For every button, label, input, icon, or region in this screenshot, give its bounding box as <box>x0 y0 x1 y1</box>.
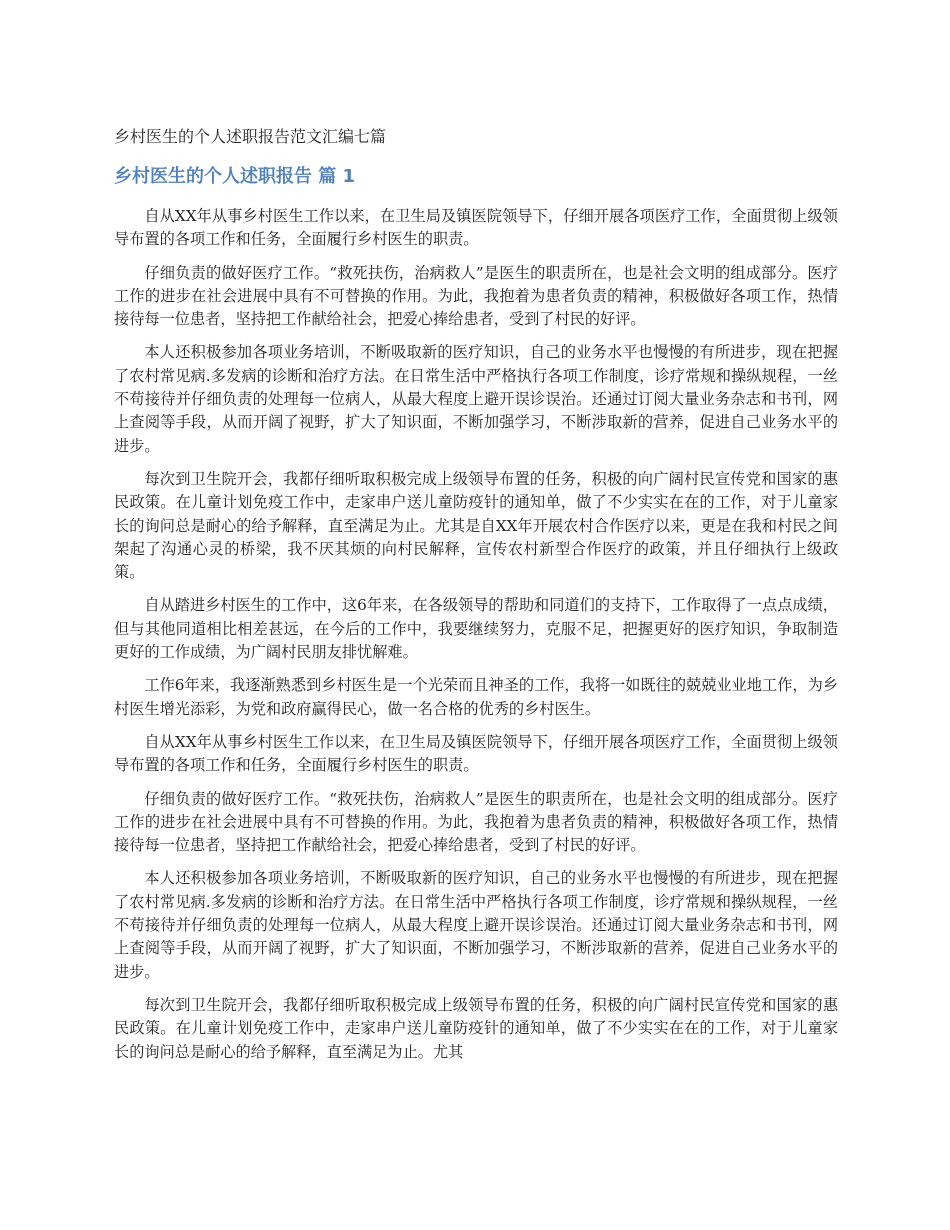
paragraph: 自从XX年从事乡村医生工作以来，在卫生局及镇医院领导下，仔细开展各项医疗工作，全面贯彻上级领导布置的各项工作和任务，全面履行乡村医生的职责。 <box>114 207 838 249</box>
paragraph: 工作6年来，我逐渐熟悉到乡村医生是一个光荣而且神圣的工作，我将一如既往的兢兢业业地工作，为乡村医生增光添彩，为党和政府赢得民心，做一名合格的优秀的乡村医生。 <box>114 676 838 718</box>
paragraph: 每次到卫生院开会，我都仔细听取积极完成上级领导布置的任务，积极的向广阔村民宣传党和国家的惠民政策。在儿童计划免疫工作中，走家串户送儿童防疫针的通知单，做了不少实实在在的工作，对于儿童家长的询问总是耐心的给予解释，直至满足为止。尤其 <box>114 995 838 1061</box>
paragraph: 本人还积极参加各项业务培训，不断吸取新的医疗知识，自己的业务水平也慢慢的有所进步，现在把握了农村常见病.多发病的诊断和治疗方法。在日常生活中严格执行各项工作制度，诊疗常规和操纵规程，一丝不苟接待并仔细负责的处理每一位病人，从最大程度上避开误诊误治。还通过订阅大量业务杂志和书刊，网上查阅等手段，从而开阔了视野，扩大了知识面，不断加强学习，不断涉取新的营养，促进自己业务水平的进步。 <box>114 869 838 981</box>
document-title: 乡村医生的个人述职报告范文汇编七篇 <box>114 127 387 146</box>
section-heading: 乡村医生的个人述职报告 篇 1 <box>114 166 356 187</box>
paragraph: 本人还积极参加各项业务培训，不断吸取新的医疗知识，自己的业务水平也慢慢的有所进步，现在把握了农村常见病.多发病的诊断和治疗方法。在日常生活中严格执行各项工作制度，诊疗常规和操纵规程，一丝不苟接待并仔细负责的处理每一位病人，从最大程度上避开误诊误治。还通过订阅大量业务杂志和书刊，网上查阅等手段，从而开阔了视野，扩大了知识面，不断加强学习，不断涉取新的营养，促进自己业务水平的进步。 <box>114 343 838 455</box>
paragraph: 仔细负责的做好医疗工作。“救死扶伤，治病救人”是医生的职责所在，也是社会文明的组成部分。医疗工作的进步在社会进展中具有不可替换的作用。为此，我抱着为患者负责的精神，积极做好各项工作，热情接待每一位患者，坚持把工作献给社会，把爱心捧给患者，受到了村民的好评。 <box>114 789 838 855</box>
paragraph: 自从踏进乡村医生的工作中，这6年来，在各级领导的帮助和同道们的支持下，工作取得了一点点成绩，但与其他同道相比相差甚远，在今后的工作中，我要继续努力，克服不足，把握更好的医疗知识，争取制造更好的工作成绩，为广阔村民朋友排忧解难。 <box>114 596 838 662</box>
paragraph: 每次到卫生院开会，我都仔细听取积极完成上级领导布置的任务，积极的向广阔村民宣传党和国家的惠民政策。在儿童计划免疫工作中，走家串户送儿童防疫针的通知单，做了不少实实在在的工作，对于儿童家长的询问总是耐心的给予解释，直至满足为止。尤其是自XX年开展农村合作医疗以来，更是在我和村民之间架起了沟通心灵的桥梁，我不厌其烦的向村民解释，宣传农村新型合作医疗的政策，并且仔细执行上级政策。 <box>114 469 838 582</box>
paragraph: 仔细负责的做好医疗工作。“救死扶伤，治病救人”是医生的职责所在，也是社会文明的组成部分。医疗工作的进步在社会进展中具有不可替换的作用。为此，我抱着为患者负责的精神，积极做好各项工作，热情接待每一位患者，坚持把工作献给社会，把爱心捧给患者，受到了村民的好评。 <box>114 263 838 329</box>
document-body <box>114 205 838 1074</box>
paragraph: 自从XX年从事乡村医生工作以来，在卫生局及镇医院领导下，仔细开展各项医疗工作，全面贯彻上级领导布置的各项工作和任务，全面履行乡村医生的职责。 <box>114 732 838 775</box>
